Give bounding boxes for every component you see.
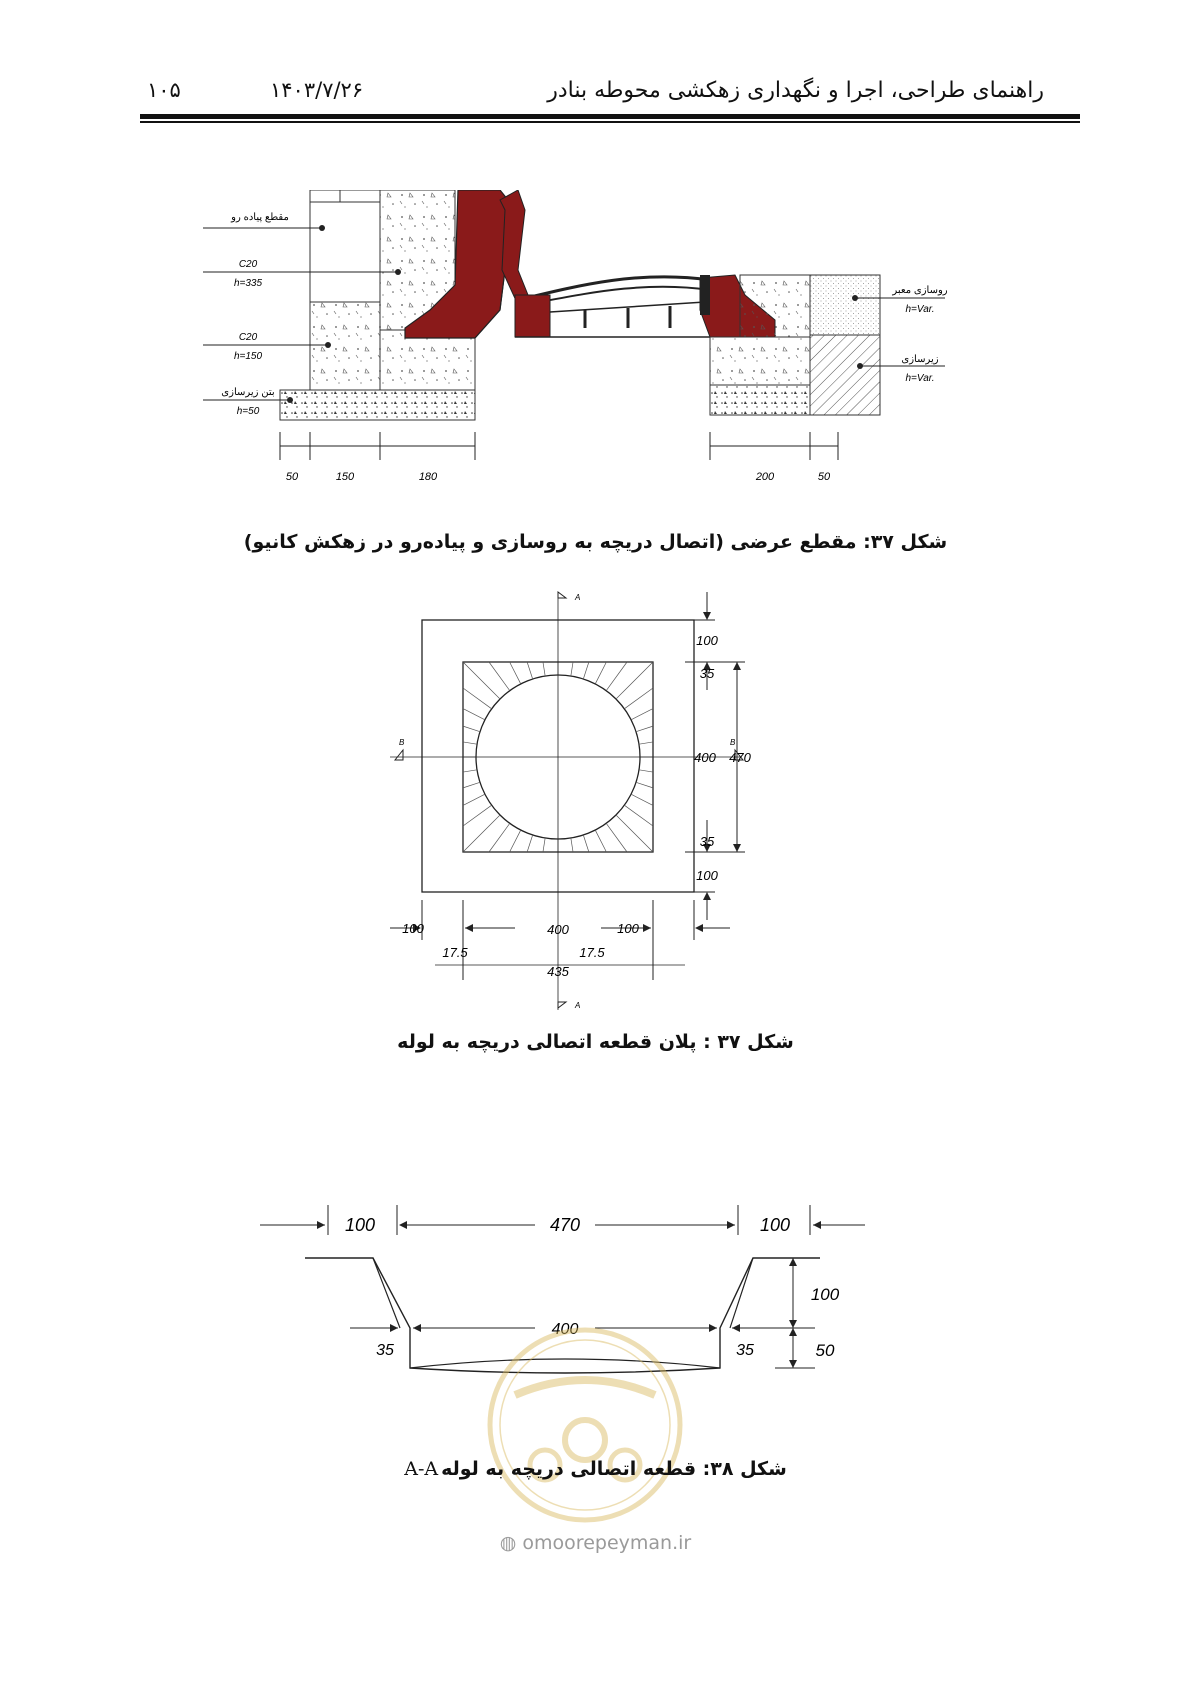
dim-bottom-435: 435 xyxy=(547,964,569,979)
plan-rib xyxy=(527,662,533,679)
grate-lip xyxy=(500,190,530,305)
globe-icon: ◍ xyxy=(499,1532,517,1554)
sidewalk-block xyxy=(310,202,380,302)
concrete-right-lower xyxy=(710,337,810,385)
pavement-layer xyxy=(810,275,880,335)
plan-rib xyxy=(463,742,477,744)
plan-rib xyxy=(583,662,589,679)
header-rule-thin xyxy=(140,121,1080,123)
plan-rib xyxy=(543,838,545,852)
watermark-logo xyxy=(485,1325,685,1525)
figure1-caption: شکل ۳۷: مقطع عرضی (اتصال دریچه به روسازی و پیاده‌رو در زهکش کانیو) xyxy=(243,531,948,553)
subbase-concrete-left xyxy=(280,390,475,420)
plan-rib xyxy=(489,823,510,852)
label-h335: h=335 xyxy=(233,278,263,289)
plan-rib xyxy=(527,835,533,852)
section-a-top: A xyxy=(575,593,581,602)
plan-rib xyxy=(463,794,485,805)
dim-180: 180 xyxy=(418,471,438,483)
dim-150: 150 xyxy=(335,471,355,483)
dim-50-right: 50 xyxy=(817,471,831,483)
label-h150: h=150 xyxy=(233,351,263,362)
plan-rib xyxy=(636,726,653,732)
plan-rib xyxy=(631,794,653,805)
aa-dim-right-100: 100 xyxy=(759,1215,791,1235)
label-c20-a: C20 xyxy=(238,259,258,270)
plan-rib xyxy=(624,688,653,709)
plan-rib xyxy=(463,726,480,732)
label-pavement: روسازی معبر xyxy=(892,285,948,296)
dim-top-35: 35 xyxy=(699,666,715,681)
plan-rib xyxy=(489,662,510,691)
page-number: ۱۰۵ xyxy=(147,78,181,102)
aa-dim-right-v50: 50 xyxy=(815,1341,835,1360)
plan-rib xyxy=(543,662,545,676)
dim-center-400: 400 xyxy=(547,922,569,937)
plan-rib xyxy=(510,830,521,852)
plan-rib xyxy=(636,782,653,788)
plan-rib xyxy=(463,815,500,852)
figure2-caption: شکل ۳۷ : پلان قطعه اتصالی دریچه به لوله xyxy=(397,1031,794,1053)
label-h50: h=50 xyxy=(236,406,260,417)
plan-rib xyxy=(571,662,573,676)
figure3-caption-text: شکل ۳۸: قطعه اتصالی دریچه به لوله xyxy=(441,1458,787,1480)
dim-right-100: 100 xyxy=(617,921,639,936)
plan-rib xyxy=(631,709,653,720)
header-rule-thick xyxy=(140,114,1080,119)
plan-rib xyxy=(595,662,606,684)
dim-right-17-5: 17.5 xyxy=(579,945,605,960)
figure-plan xyxy=(385,590,805,1020)
plan-rib xyxy=(606,662,627,691)
aa-dim-right-v100: 100 xyxy=(810,1285,840,1304)
plan-rib xyxy=(463,782,480,788)
section-a-bottom: A xyxy=(575,1001,581,1010)
label-subbase-concrete: بتن زیرسازی xyxy=(221,387,275,398)
section-b-right: B xyxy=(730,738,736,747)
plan-rib xyxy=(616,662,653,699)
figure-cross-section xyxy=(200,190,1020,500)
plan-rib xyxy=(463,662,500,699)
figure3-caption xyxy=(0,1458,1191,1480)
dim-200: 200 xyxy=(755,471,775,483)
header-date: ۱۴۰۳/۷/۲۶ xyxy=(270,78,364,102)
dim-mid-400: 400 xyxy=(694,750,716,765)
plan-rib xyxy=(583,835,589,852)
figure3-caption-ref: A-A xyxy=(404,1458,439,1480)
aa-dim-top-470: 470 xyxy=(549,1215,581,1235)
aa-dim-left-35: 35 xyxy=(376,1342,394,1359)
concrete-right-upper xyxy=(740,275,810,337)
dim-top-100: 100 xyxy=(696,633,718,648)
concrete-c20-lower xyxy=(380,330,475,390)
plan-rib xyxy=(639,770,653,772)
aa-dim-right-35: 35 xyxy=(736,1342,754,1359)
sidewalk-paving xyxy=(310,190,380,202)
plan-rib xyxy=(616,815,653,852)
aa-profile-inner xyxy=(373,1258,400,1328)
dim-50-left: 50 xyxy=(285,471,299,483)
dim-mid-470: 470 xyxy=(729,750,751,765)
label-hvar-2: h=Var. xyxy=(905,373,935,384)
dim-left-17-5: 17.5 xyxy=(442,945,468,960)
label-sidewalk: مقطع پیاده رو xyxy=(231,212,289,223)
label-hvar-1: h=Var. xyxy=(905,304,935,315)
aa-dim-inner-400: 400 xyxy=(551,1321,579,1338)
plan-rib xyxy=(463,709,485,720)
subbase-concrete-right xyxy=(710,385,810,415)
sidewalk-concrete-lower xyxy=(310,302,380,390)
subbase-layer-hatch xyxy=(810,335,880,415)
plan-rib xyxy=(571,838,573,852)
running-header-title: راهنمای طراحی، اجرا و نگهداری زهکشی محوطه بنادر xyxy=(547,78,1044,103)
aa-dim-left-100: 100 xyxy=(344,1215,376,1235)
grating-left-block xyxy=(515,295,550,337)
plan-rib xyxy=(624,805,653,826)
plan-rib xyxy=(510,662,521,684)
plan-rib xyxy=(595,830,606,852)
section-b-left: B xyxy=(399,738,405,747)
plan-rib xyxy=(606,823,627,852)
watermark-site xyxy=(0,1532,1191,1554)
label-c20-b: C20 xyxy=(238,332,258,343)
plan-rib xyxy=(463,805,492,826)
plan-rib xyxy=(463,688,492,709)
dim-bot-35: 35 xyxy=(699,834,715,849)
dim-bot-100: 100 xyxy=(696,868,718,883)
watermark-site-text: omoorepeyman.ir xyxy=(522,1532,692,1554)
plan-rib xyxy=(463,770,477,772)
plan-rib xyxy=(639,742,653,744)
label-subbase: زیرسازی xyxy=(901,354,939,365)
dim-left-100: 100 xyxy=(402,921,424,936)
